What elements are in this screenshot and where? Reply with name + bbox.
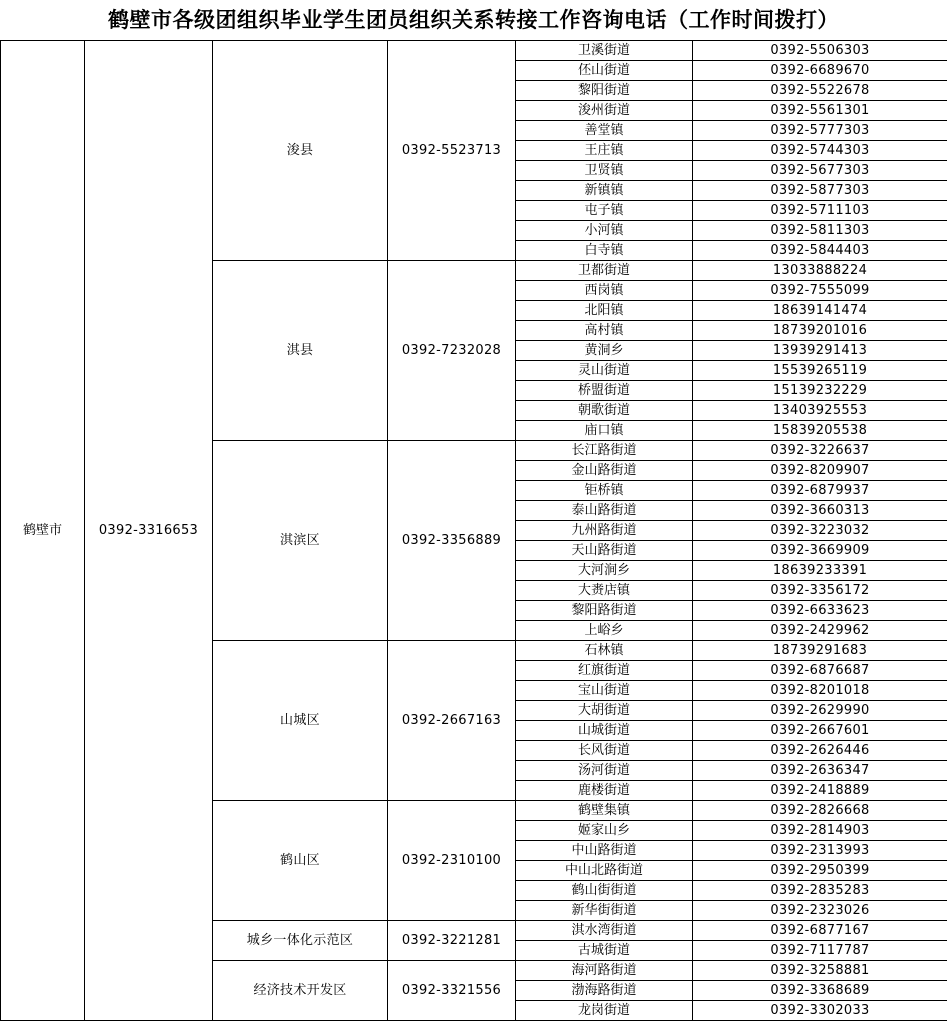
town-name-cell: 鹿楼街道: [516, 781, 693, 801]
town-phone-cell: 0392-3660313: [693, 501, 947, 521]
town-name-cell: 浚州街道: [516, 101, 693, 121]
town-name-cell: 长风街道: [516, 741, 693, 761]
town-phone-cell: 0392-5522678: [693, 81, 947, 101]
town-phone-cell: 0392-5677303: [693, 161, 947, 181]
city-phone-cell: 0392-3316653: [85, 41, 213, 1021]
town-phone-cell: 0392-2313993: [693, 841, 947, 861]
town-phone-cell: 0392-3669909: [693, 541, 947, 561]
town-name-cell: 天山路街道: [516, 541, 693, 561]
town-name-cell: 黄洞乡: [516, 341, 693, 361]
town-phone-cell: 0392-3258881: [693, 961, 947, 981]
town-phone-cell: 0392-3226637: [693, 441, 947, 461]
county-phone-cell: 0392-7232028: [388, 261, 516, 441]
town-name-cell: 新镇镇: [516, 181, 693, 201]
town-name-cell: 鹤壁集镇: [516, 801, 693, 821]
county-name-cell: 浚县: [213, 41, 388, 261]
town-name-cell: 高村镇: [516, 321, 693, 341]
town-name-cell: 上峪乡: [516, 621, 693, 641]
town-phone-cell: 0392-6633623: [693, 601, 947, 621]
town-name-cell: 宝山街道: [516, 681, 693, 701]
town-name-cell: 桥盟街道: [516, 381, 693, 401]
town-name-cell: 朝歌街道: [516, 401, 693, 421]
town-name-cell: 金山路街道: [516, 461, 693, 481]
town-phone-cell: 0392-2826668: [693, 801, 947, 821]
town-name-cell: 渤海路街道: [516, 981, 693, 1001]
town-name-cell: 黎阳街道: [516, 81, 693, 101]
town-phone-cell: 0392-2626446: [693, 741, 947, 761]
county-phone-cell: 0392-3321556: [388, 961, 516, 1021]
town-phone-cell: 0392-2814903: [693, 821, 947, 841]
town-name-cell: 姬家山乡: [516, 821, 693, 841]
town-phone-cell: 0392-5711103: [693, 201, 947, 221]
town-phone-cell: 0392-5877303: [693, 181, 947, 201]
town-name-cell: 屯子镇: [516, 201, 693, 221]
town-name-cell: 石林镇: [516, 641, 693, 661]
town-name-cell: 山城街道: [516, 721, 693, 741]
town-phone-cell: 15139232229: [693, 381, 947, 401]
town-name-cell: 泰山路街道: [516, 501, 693, 521]
town-phone-cell: 13033888224: [693, 261, 947, 281]
town-name-cell: 伾山街道: [516, 61, 693, 81]
county-name-cell: 经济技术开发区: [213, 961, 388, 1021]
town-name-cell: 黎阳路街道: [516, 601, 693, 621]
town-phone-cell: 0392-2950399: [693, 861, 947, 881]
town-name-cell: 善堂镇: [516, 121, 693, 141]
town-name-cell: 中山北路街道: [516, 861, 693, 881]
county-phone-cell: 0392-3221281: [388, 921, 516, 961]
town-phone-cell: 15839205538: [693, 421, 947, 441]
town-phone-cell: 0392-5811303: [693, 221, 947, 241]
town-name-cell: 龙岗街道: [516, 1001, 693, 1021]
town-phone-cell: 0392-5744303: [693, 141, 947, 161]
town-name-cell: 白寺镇: [516, 241, 693, 261]
town-phone-cell: 0392-2629990: [693, 701, 947, 721]
page-title: 鹤壁市各级团组织毕业学生团员组织关系转接工作咨询电话（工作时间拨打）: [108, 8, 839, 32]
county-name-cell: 淇县: [213, 261, 388, 441]
town-phone-cell: 15539265119: [693, 361, 947, 381]
county-phone-cell: 0392-3356889: [388, 441, 516, 641]
town-name-cell: 中山路街道: [516, 841, 693, 861]
town-phone-cell: 0392-3368689: [693, 981, 947, 1001]
town-phone-cell: 0392-3302033: [693, 1001, 947, 1021]
town-phone-cell: 0392-6689670: [693, 61, 947, 81]
town-phone-cell: 18739291683: [693, 641, 947, 661]
table-row: [1, 41, 947, 61]
town-phone-cell: 0392-7555099: [693, 281, 947, 301]
town-phone-cell: 0392-3223032: [693, 521, 947, 541]
town-phone-cell: 0392-2667601: [693, 721, 947, 741]
town-name-cell: 大河涧乡: [516, 561, 693, 581]
town-name-cell: 卫贤镇: [516, 161, 693, 181]
town-phone-cell: 0392-8209907: [693, 461, 947, 481]
town-name-cell: 王庄镇: [516, 141, 693, 161]
town-phone-cell: 0392-2429962: [693, 621, 947, 641]
town-name-cell: 钜桥镇: [516, 481, 693, 501]
town-name-cell: 北阳镇: [516, 301, 693, 321]
town-name-cell: 古城街道: [516, 941, 693, 961]
town-name-cell: 西岗镇: [516, 281, 693, 301]
town-phone-cell: 0392-2835283: [693, 881, 947, 901]
town-phone-cell: 0392-7117787: [693, 941, 947, 961]
town-name-cell: 红旗街道: [516, 661, 693, 681]
town-phone-cell: 0392-2636347: [693, 761, 947, 781]
town-phone-cell: 0392-2418889: [693, 781, 947, 801]
town-phone-cell: 13403925553: [693, 401, 947, 421]
town-phone-cell: 0392-6877167: [693, 921, 947, 941]
contact-table-body: [1, 41, 947, 1021]
town-name-cell: 鹤山街街道: [516, 881, 693, 901]
county-name-cell: 城乡一体化示范区: [213, 921, 388, 961]
town-phone-cell: 0392-5561301: [693, 101, 947, 121]
town-name-cell: 小河镇: [516, 221, 693, 241]
town-name-cell: 卫都街道: [516, 261, 693, 281]
town-phone-cell: 0392-2323026: [693, 901, 947, 921]
town-phone-cell: 0392-6876687: [693, 661, 947, 681]
town-name-cell: 大胡街道: [516, 701, 693, 721]
town-phone-cell: 0392-5506303: [693, 41, 947, 61]
town-phone-cell: 0392-6879937: [693, 481, 947, 501]
town-name-cell: 大赉店镇: [516, 581, 693, 601]
county-phone-cell: 0392-2667163: [388, 641, 516, 801]
city-name-cell: 鹤壁市: [1, 41, 85, 1021]
contact-table: [0, 40, 947, 1021]
county-name-cell: 淇滨区: [213, 441, 388, 641]
town-name-cell: 庙口镇: [516, 421, 693, 441]
county-phone-cell: 0392-5523713: [388, 41, 516, 261]
town-phone-cell: 18639233391: [693, 561, 947, 581]
town-phone-cell: 13939291413: [693, 341, 947, 361]
town-name-cell: 新华街街道: [516, 901, 693, 921]
town-name-cell: 卫溪街道: [516, 41, 693, 61]
town-phone-cell: 0392-5777303: [693, 121, 947, 141]
county-name-cell: 山城区: [213, 641, 388, 801]
town-name-cell: 九州路街道: [516, 521, 693, 541]
county-phone-cell: 0392-2310100: [388, 801, 516, 921]
town-phone-cell: 18639141474: [693, 301, 947, 321]
town-name-cell: 汤河街道: [516, 761, 693, 781]
town-name-cell: 长江路街道: [516, 441, 693, 461]
town-name-cell: 海河路街道: [516, 961, 693, 981]
county-name-cell: 鹤山区: [213, 801, 388, 921]
town-phone-cell: 0392-5844403: [693, 241, 947, 261]
town-phone-cell: 18739201016: [693, 321, 947, 341]
town-name-cell: 淇水湾街道: [516, 921, 693, 941]
town-name-cell: 灵山街道: [516, 361, 693, 381]
town-phone-cell: 0392-3356172: [693, 581, 947, 601]
town-phone-cell: 0392-8201018: [693, 681, 947, 701]
